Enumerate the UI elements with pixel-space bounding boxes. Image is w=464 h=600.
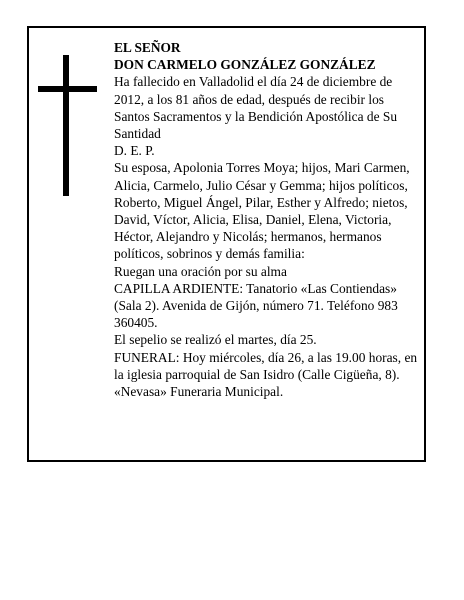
funeral-info: FUNERAL: Hoy miércoles, día 26, a las 19.00 horas, en la iglesia parroquial de San Isidro (Calle Cigüeña, 8). — [114, 349, 418, 382]
chapel-info: CAPILLA ARDIENTE: Tanatorio «Las Contiendas» (Sala 2). Avenida de Gijón, número 71. Teléfono 983 360405. — [114, 280, 398, 331]
death-announcement: Ha fallecido en Valladolid el día 24 de diciembre de 2012, a los 81 años de edad, después de recibir los Santos Sacramentos y la Bendición Apostólica de Su Santidad — [114, 74, 398, 142]
cross-horizontal-bar — [38, 86, 97, 92]
notice-body — [114, 39, 418, 400]
cross-icon — [38, 55, 97, 196]
funeral-home: «Nevasa» Funeraria Municipal. — [114, 384, 284, 400]
deceased-name: DON CARMELO GONZÁLEZ GONZÁLEZ — [114, 57, 376, 73]
header-title: EL SEÑOR — [114, 40, 181, 55]
family-list: Su esposa, Apolonia Torres Moya; hijos, Mari Carmen, Alicia, Carmelo, Julio César y Gemma; hijos políticos, Roberto, Miguel Ángel, Pilar, Esther y Alfredo; nietos, David, Víctor, Alicia, Elisa, Daniel, Elena, Victoria, Héctor, Alejandro y Nicolás; hermanos, hermanos políticos, sobrinos y demás familia: — [114, 160, 410, 262]
prayer-request: Ruegan una oración por su alma — [114, 263, 287, 279]
rip-text: D. E. P. — [114, 143, 155, 159]
burial-info: El sepelio se realizó el martes, día 25. — [114, 332, 317, 348]
cross-vertical-bar — [63, 55, 69, 196]
